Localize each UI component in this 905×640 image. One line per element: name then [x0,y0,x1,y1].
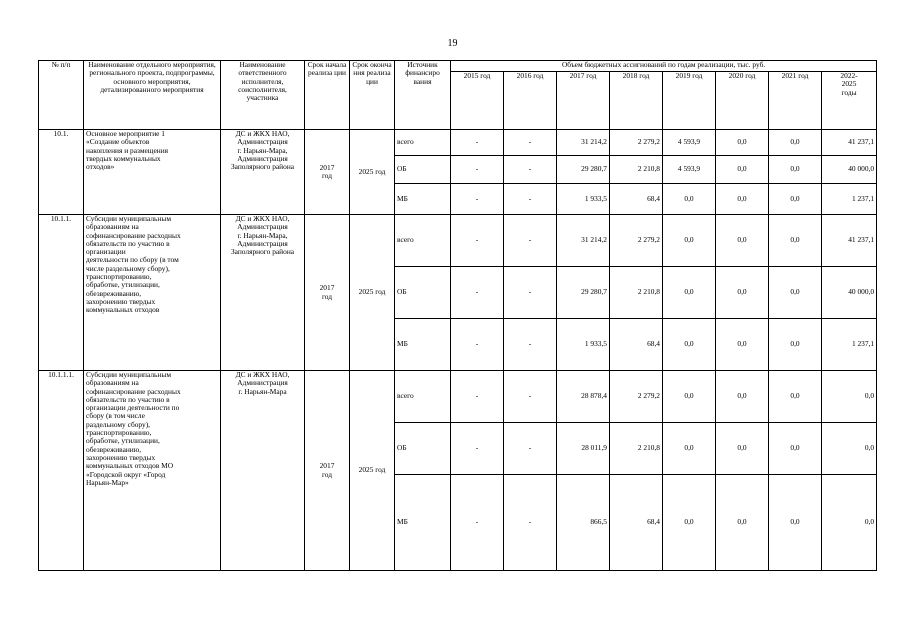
budget-value: 0,0 [769,156,822,184]
budget-value: 866,5 [557,475,610,571]
funding-source: МБ [395,319,451,371]
budget-value: - [504,130,557,156]
budget-value: 0,0 [769,215,822,267]
budget-value: 31 214,2 [557,215,610,267]
budget-value: - [451,319,504,371]
row-end-year: 2025 год [350,215,395,371]
row-responsible: ДС и ЖКХ НАО, Администрация г. Нарьян-Мара [221,371,305,571]
header-end: Срок оконча ния реализа ции [350,61,395,130]
header-year-2020: 2020 год [716,72,769,130]
budget-value: - [451,475,504,571]
budget-value: 0,0 [716,475,769,571]
row-responsible: ДС и ЖКХ НАО, Администрация г. Нарьян-Мара, Администрация Заполярного района [221,215,305,371]
budget-value: 0,0 [769,475,822,571]
budget-value: 4 593,9 [663,156,716,184]
budget-value: 0,0 [716,319,769,371]
funding-source: ОБ [395,423,451,475]
budget-value: - [504,371,557,423]
budget-value: 0,0 [716,215,769,267]
budget-value: 0,0 [769,184,822,215]
budget-value: 2 279,2 [610,215,663,267]
budget-value: 0,0 [716,184,769,215]
page-number: 19 [447,38,458,49]
budget-value: - [451,156,504,184]
budget-value: 0,0 [716,156,769,184]
budget-value: - [504,423,557,475]
budget-value: 41 237,1 [822,215,877,267]
header-year-2021: 2021 год [769,72,822,130]
budget-value: 2 279,2 [610,130,663,156]
budget-value: - [504,215,557,267]
budget-value: 0,0 [663,371,716,423]
table-row [39,371,877,423]
budget-value: 1 237,1 [822,184,877,215]
budget-value: 0,0 [769,130,822,156]
header-year-2018: 2018 год [610,72,663,130]
budget-value: 0,0 [663,267,716,319]
budget-value: 0,0 [769,423,822,475]
header-name: Наименование отдельного мероприятия, регионального проекта, подпрограммы, основного мероприятия, детализированного мероприятия [84,61,221,130]
budget-value: 28 878,4 [557,371,610,423]
funding-source: ОБ [395,156,451,184]
budget-value: 2 279,2 [610,371,663,423]
table-row [39,215,877,267]
funding-source: всего [395,371,451,423]
budget-value: 29 280,7 [557,156,610,184]
budget-value: 4 593,9 [663,130,716,156]
funding-source: МБ [395,184,451,215]
budget-value: - [451,267,504,319]
header-num: № п/п [39,61,84,130]
budget-value: - [504,184,557,215]
budget-value: - [504,475,557,571]
budget-value: 2 210,8 [610,267,663,319]
budget-value: - [451,215,504,267]
header-source: Источник финансиро вания [395,61,451,130]
budget-value: 0,0 [716,130,769,156]
budget-value: - [451,371,504,423]
budget-value: 0,0 [663,475,716,571]
row-end-year: 2025 год [350,371,395,571]
budget-value: 2 210,8 [610,423,663,475]
header-year-2017: 2017 год [557,72,610,130]
budget-value: 28 011,9 [557,423,610,475]
funding-source: МБ [395,475,451,571]
budget-value: 0,0 [822,423,877,475]
budget-value: - [504,156,557,184]
row-start-year: 2017 год [305,371,350,571]
budget-value: 0,0 [769,319,822,371]
budget-table-body [39,130,877,571]
budget-value: 68,4 [610,184,663,215]
budget-value: 2 210,8 [610,156,663,184]
budget-value: 0,0 [769,371,822,423]
budget-value: 0,0 [822,371,877,423]
budget-value: - [451,130,504,156]
budget-value: - [504,267,557,319]
row-start-year: 2017 год [305,215,350,371]
budget-value: 0,0 [663,215,716,267]
budget-value: 41 237,1 [822,130,877,156]
row-name: Основное мероприятие 1 «Создание объектов накопления и размещения твердых коммунальных отходов» [84,130,221,215]
budget-value: 0,0 [663,184,716,215]
row-end-year: 2025 год [350,130,395,215]
budget-value: 31 214,2 [557,130,610,156]
budget-value: 0,0 [822,475,877,571]
budget-value: 1 933,5 [557,319,610,371]
budget-value: 68,4 [610,319,663,371]
funding-source: ОБ [395,267,451,319]
budget-value: 40 000,0 [822,267,877,319]
row-responsible: ДС и ЖКХ НАО, Администрация г. Нарьян-Мара, Администрация Заполярного района [221,130,305,215]
budget-value: 40 000,0 [822,156,877,184]
funding-source: всего [395,215,451,267]
budget-value: 0,0 [716,267,769,319]
budget-value: 1 237,1 [822,319,877,371]
row-name: Субсидии муниципальным образованиям на софинансирование расходных обязательств по участию в организации деятельности по сбору (в том числе раздельному сбору), транспортированию, обработке, утилизации, обезвреживанию, захоронению твердых коммунальных отходов [84,215,221,371]
header-responsible: Наименование ответственного исполнителя, соисполнителя, участника [221,61,305,130]
row-code: 10.1.1. [39,215,84,371]
header-start: Срок начала реализа ции [305,61,350,130]
row-name: Субсидии муниципальным образованиям на софинансирование расходных обязательств по участию в организации деятельности по сбору (в том числе раздельному сбору), транспортированию, обработке, утилизации, обезвреживанию, захоронению твердых коммунальных отходов МО «Городской округ «Город Нарьян-Мар» [84,371,221,571]
header-year-2016: 2016 год [504,72,557,130]
header-year-2019: 2019 год [663,72,716,130]
budget-value: 0,0 [769,267,822,319]
row-start-year: 2017 год [305,130,350,215]
header-year-2015: 2015 год [451,72,504,130]
budget-value: 0,0 [663,319,716,371]
budget-table [38,60,877,571]
budget-value: - [451,423,504,475]
header-volume: Объем бюджетных ассигнований по годам реализации, тыс. руб. [451,61,877,72]
budget-value: 68,4 [610,475,663,571]
row-code: 10.1.1.1. [39,371,84,571]
budget-value: 0,0 [716,371,769,423]
budget-value: - [504,319,557,371]
budget-value: 29 280,7 [557,267,610,319]
budget-value: 1 933,5 [557,184,610,215]
header-year-2022-2025: 2022- 2025 годы [822,72,877,130]
budget-value: - [451,184,504,215]
table-row [39,130,877,156]
budget-value: 0,0 [716,423,769,475]
funding-source: всего [395,130,451,156]
budget-value: 0,0 [663,423,716,475]
row-code: 10.1. [39,130,84,215]
